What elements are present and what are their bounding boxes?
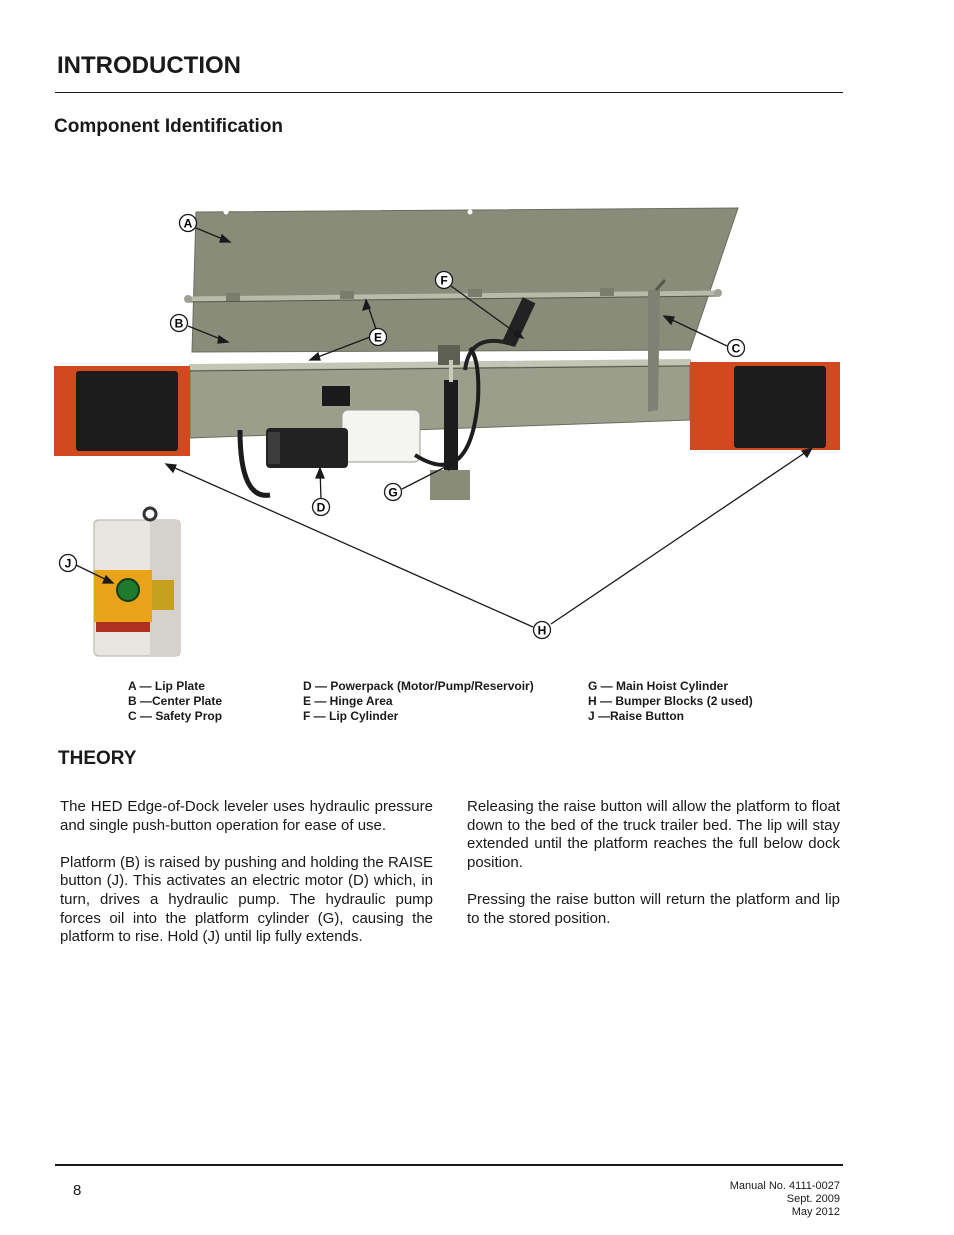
revision-date: May 2012 [791,1206,840,1218]
raise-button-graphic [117,579,139,601]
legend-item: F — Lip Cylinder [303,709,399,723]
component-identification-heading: Component Identification [54,116,284,137]
legend-item: B —Center Plate [128,694,223,708]
theory-paragraph: Platform (B) is raised by pushing and holding the RAISE button (J). This activates an electric motor (D) which, in turn, drives a hydraulic pump. The hydraulic pump forces oil into the platform cylinder (G), causing the platform to rise. Hold (J) until lip fully extends. [60,853,433,946]
page-title: INTRODUCTION [57,52,241,79]
callout-e [370,329,387,346]
legend-column-1 [128,679,222,724]
legend-item: E — Hinge Area [303,694,393,708]
footer-divider [55,1164,843,1166]
svg-text:C: C [731,341,741,356]
svg-text:A: A [183,216,193,231]
legend-item: H — Bumper Blocks (2 used) [588,694,753,708]
legend-item: G — Main Hoist Cylinder [588,679,729,693]
svg-text:D: D [316,500,326,515]
center-plate-frame [190,360,690,438]
left-bumper-pad [76,371,178,451]
theory-paragraph: Pressing the raise button will return the platform and lip to the stored position. [467,890,840,927]
callout-h [534,622,551,639]
theory-right-column [467,798,840,947]
revision-date: Sept. 2009 [786,1193,840,1205]
callout-d [313,499,330,516]
page-number: 8 [73,1182,82,1199]
legend-item: A — Lip Plate [128,679,205,693]
callout-a [180,215,197,232]
right-bumper-pad [734,366,826,448]
legend-column-3 [588,679,753,724]
svg-text:E: E [373,330,383,345]
svg-text:H: H [537,623,547,638]
svg-text:J: J [64,556,72,571]
callout-c [728,340,745,357]
svg-text:G: G [388,485,398,500]
theory-heading: THEORY [58,748,137,769]
svg-text:B: B [174,316,184,331]
legend-item: J —Raise Button [588,709,685,723]
callout-b [171,315,188,332]
callout-j [60,555,77,572]
legend-item: D — Powerpack (Motor/Pump/Reservoir) [303,679,534,693]
manual-number: Manual No. 4111-0027 [729,1180,840,1192]
theory-left-column [60,798,433,965]
svg-text:F: F [440,273,448,288]
theory-paragraph: The HED Edge-of-Dock leveler uses hydraulic pressure and single push-button operation for ease of use. [60,798,433,834]
callout-f [436,272,453,289]
manual-info [730,1180,840,1219]
callout-g [385,484,402,501]
legend-item: C — Safety Prop [128,709,223,723]
theory-paragraph: Releasing the raise button will allow the platform to float down to the bed of the truck trailer bed. The lip will stay extended until the platform reaches the full below dock position. [467,798,840,871]
legend-column-2 [303,679,534,724]
